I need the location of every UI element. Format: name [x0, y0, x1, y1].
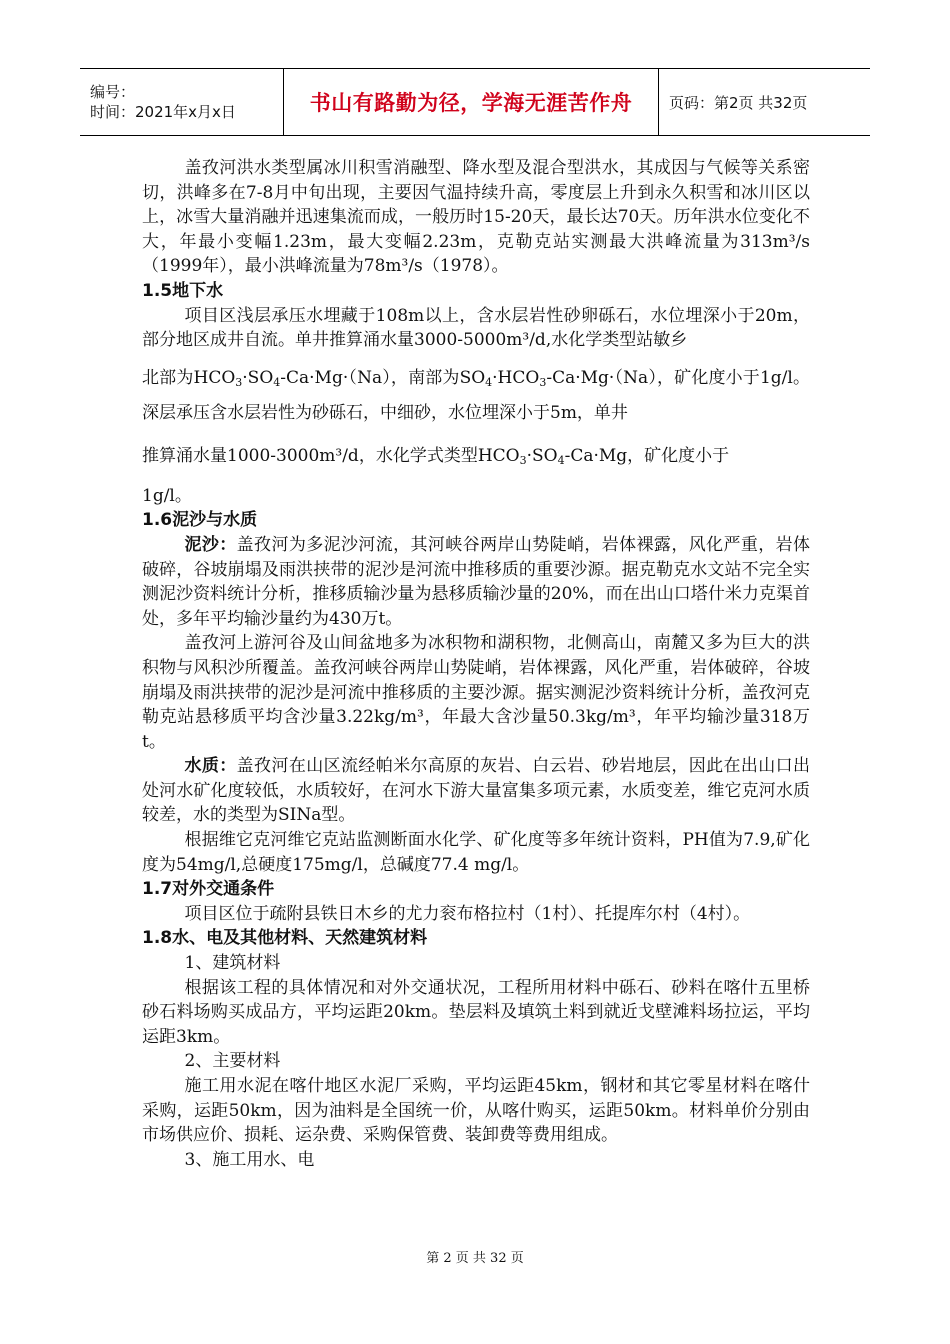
paragraph-groundwater-1: 项目区浅层承压水埋藏于108m以上，含水层岩性砂卵砾石，水位埋深小于20m，部分地区成井自流。单井推算涌水量3000-5000m³/d,水化学类型站敏乡: [142, 305, 810, 351]
subscript: 4: [485, 375, 493, 389]
page-footer: [0, 1247, 950, 1266]
paragraph-upstream: 盖孜河上游河谷及山间盆地多为冰积物和湖积物，北侧高山，南麓又多为巨大的洪积物与风积沙所覆盖。盖孜河峡谷两岸山势陡峭，岩体裸露，风化严重，岩体破碎，谷坡崩塌及雨洪挟带的泥沙是河流中推移质的主要沙源。据实测泥沙资料统计分析，盖孜河克勒克站悬移质平均含沙量3.22kg/m³，年最大含沙量50.3kg/m³，年平均输沙量318万t。: [142, 633, 810, 752]
text-run: 推算涌水量1000-3000m³/d，水化学式类型HCO: [142, 445, 520, 466]
text-run: -Ca·Mg，矿化度小于: [564, 445, 730, 466]
paragraph-main-materials: 施工用水泥在喀什地区水泥厂采购，平均运距45km，钢材和其它零星材料在喀什采购，运距50km，因为油料是全国统一价，从喀什购买，运距50km。材料单价分别由市场供应价、损耗、运杂费、采购保管费、装卸费等费用组成。: [142, 1076, 810, 1146]
header-page-cell: [659, 69, 870, 135]
text-run: ·SO: [242, 367, 274, 388]
document-number-label: 编号：: [90, 83, 136, 101]
section-heading-sediment-water-quality: 1.6泥沙与水质: [142, 510, 258, 531]
text-run: ·HCO: [492, 367, 540, 388]
document-date-label: 时间：2021年x月x日: [90, 103, 236, 121]
water-quality-label: 水质：: [184, 756, 237, 777]
subscript: 3: [235, 375, 243, 389]
section-heading-materials: 1.8水、电及其他材料、天然建筑材料: [142, 928, 428, 949]
text-run: -Ca·Mg·（Na），南部为SO: [280, 367, 486, 388]
paragraph-transport: 项目区位于疏附县铁日木乡的尤力衮布格拉村（1村）、托提库尔村（4村）。: [184, 903, 751, 924]
text-run: 盖孜河在山区流经帕米尔高原的灰岩、白云岩、砂岩地层，因此在出山口出处河水矿化度较低，水质较好，在河水下游大量富集多项元素，水质变差，维它克河水质较差，水的类型为SINa型。: [142, 756, 811, 826]
document-body: [142, 156, 810, 1172]
header-motto-cell: [283, 69, 659, 135]
section-heading-groundwater: 1.5地下水: [142, 280, 224, 301]
text-run: 北部为HCO: [142, 367, 236, 388]
text-run: 盖孜河为多泥沙河流，其河峡谷两岸山势陡峭，岩体裸露，风化严重，岩体破碎，谷坡崩塌及雨洪挟带的泥沙是河流中推移质的重要沙源。据克勒克水文站不完全实测泥沙资料统计分析，推移质输沙量为悬移质输沙量的20%，而在出山口塔什米力克渠首处，多年平均输沙量约为430万t。: [142, 534, 811, 629]
paragraph-groundwater-3: [142, 439, 810, 474]
paragraph-monitoring: 根据维它克河维它克站监测断面水化学、矿化度等多年统计资料，PH值为7.9,矿化度为54mg/l,总硬度175mg/l，总碱度77.4 mg/l。: [142, 830, 810, 875]
paragraph-water-quality: [142, 754, 810, 828]
subheading-building-materials: 1、建筑材料: [184, 953, 281, 974]
subscript: 4: [557, 453, 565, 467]
subheading-water-power: 3、施工用水、电: [184, 1149, 315, 1170]
subscript: 4: [273, 375, 281, 389]
sediment-label: 泥沙：: [184, 534, 237, 555]
paragraph-flood-type: 盖孜河洪水类型属冰川积雪消融型、降水型及混合型洪水，其成因与气候等关系密切，洪峰多在7-8月中旬出现，主要因气温持续升高，零度层上升到永久积雪和冰川区以上，冰雪大量消融并迅速集流而成，一般历时15-20天，最长达70天。历年洪水位变化不大，年最小变幅1.23m，最大变幅2.23m，克勒克站实测最大洪峰流量为313m³/s（1999年），最小洪峰流量为78m³/s（1978）。: [142, 158, 810, 277]
paragraph-building-materials: 根据该工程的具体情况和对外交通状况，工程所用材料中砾石、砂料在喀什五里桥砂石料场购买成品方，平均运距20km。垫层料及填筑土料到就近戈壁滩料场拉运，平均运距3km。: [142, 977, 810, 1047]
paragraph-groundwater-2: [142, 361, 810, 431]
subscript: 3: [539, 375, 547, 389]
section-heading-transport: 1.7对外交通条件: [142, 879, 275, 900]
subheading-main-materials: 2、主要材料: [184, 1051, 281, 1072]
header-meta: [80, 69, 283, 135]
text-run: ·SO: [526, 445, 558, 466]
page-header: [80, 68, 870, 136]
header-motto: 书山有路勤为径，学海无涯苦作舟: [309, 91, 633, 115]
paragraph-sediment: [142, 533, 810, 631]
footer-page-number: 第 2 页 共 32 页: [426, 1251, 524, 1266]
header-page-number: 页码：第2页 共32页: [669, 93, 808, 112]
text-run: -Ca·Mg·（Na），矿化度小于1g/l。深层承压含水层岩性为砂砾石，中细砂，水位埋深小于5m，单井: [142, 367, 810, 423]
subscript: 3: [519, 453, 527, 467]
paragraph-groundwater-4: 1g/l。: [142, 485, 192, 506]
